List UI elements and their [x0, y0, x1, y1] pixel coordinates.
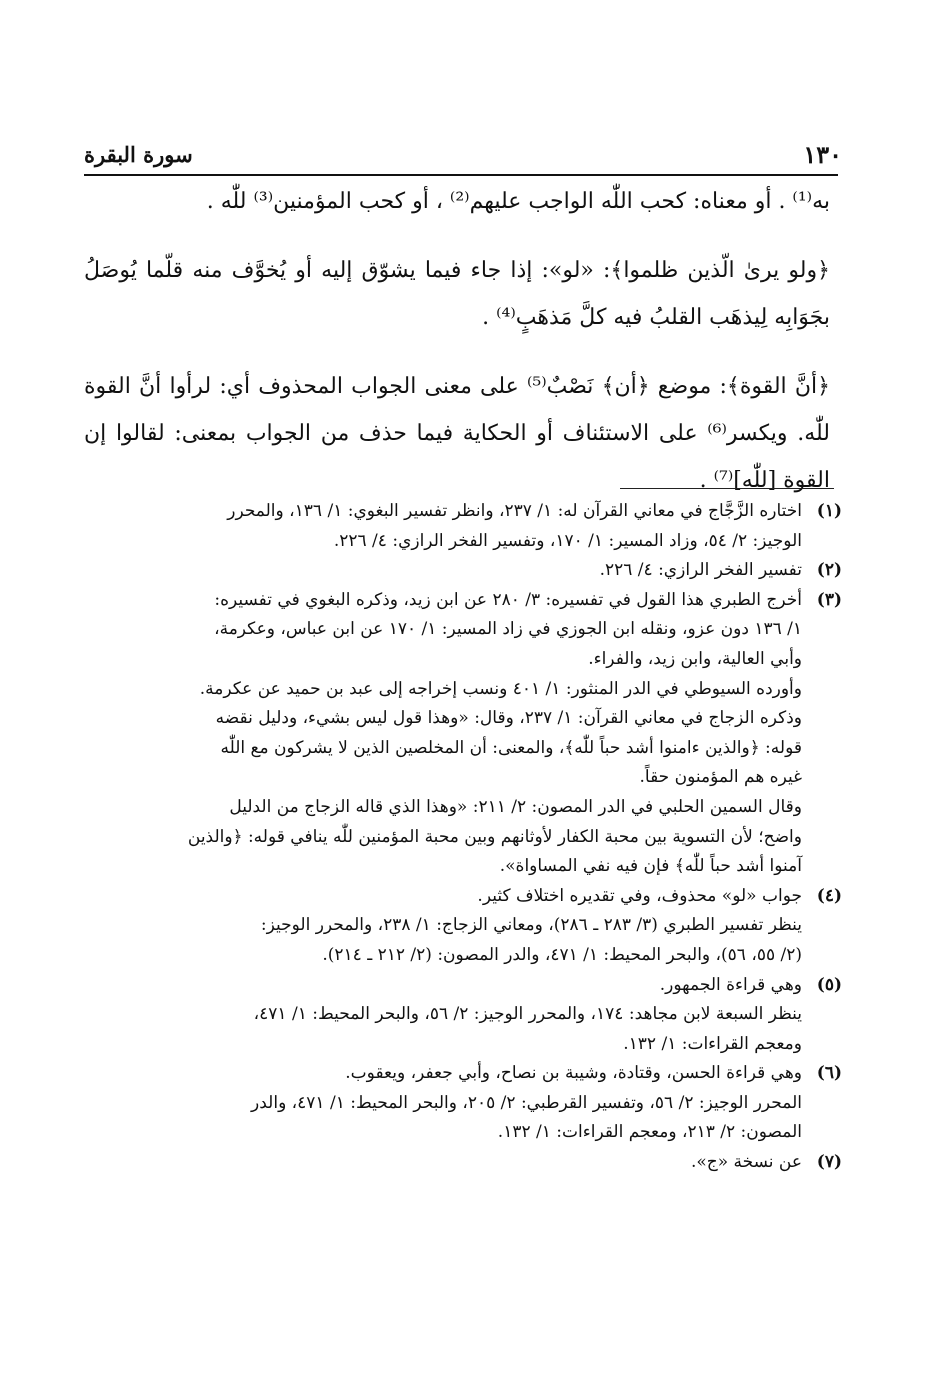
- footnote-1: [90, 497, 842, 556]
- footnote-line: ينظر السبعة لابن مجاهد: ١٧٤، والمحرر الوجيز: ٢/ ٥٦، والبحر المحيط: ١/ ٤٧١،: [253, 1004, 802, 1025]
- footnote-number: (٣): [816, 589, 842, 610]
- footnote-line: المصون: ٢/ ٢١٣، ومعجم القراءات: ١/ ١٣٢.: [497, 1122, 802, 1143]
- footnote-line: اختاره الزَّجَّاج في معاني القرآن له: ١/ ٢٣٧، وانظر تفسير البغوي: ١/ ١٣٦، والمحرر: [227, 501, 802, 521]
- footnote-line: وأورده السيوطي في الدر المنثور: ١/ ٤٠١ ونسب إخراجه إلى عبد بن حميد عن عكرمة.: [199, 678, 802, 699]
- footnote-divider: [620, 488, 834, 489]
- footnote-6: [90, 1059, 842, 1148]
- footnote-line: وهي قراءة الحسن، وقتادة، وشيبة بن نصاح، وأبي جعفر، ويعقوب.: [345, 1063, 802, 1084]
- main-text: [84, 176, 830, 504]
- footnote-line: وقال السمين الحلبي في الدر المصون: ٢/ ٢١١: «وهذا الذي قاله الزجاج من الدليل: [229, 796, 802, 817]
- footnote-line: وهي قراءة الجمهور.: [659, 974, 802, 995]
- footnote-number: (٤): [816, 885, 842, 906]
- footnote-line: وذكره الزجاج في معاني القرآن: ١/ ٢٣٧، وقال: «وهذا قول ليس بشيء، ودليل نقضه: [215, 708, 802, 729]
- page-number: ١٣٠: [803, 139, 842, 169]
- main-paragraph-1: به⁽¹⁾ . أو معناه: كحب اللّٰه الواجب عليهم⁽²⁾ ، أو كحب المؤمنين⁽³⁾ للّٰه .: [206, 189, 830, 214]
- footnote-number: (٢): [816, 560, 842, 581]
- main-paragraph-2: ﴿ولو يرىٰ الّذين ظلموا﴾: «لو»: إذا جاء فيما يشوّق إليه أو يُخوَّف منه قلّما يُوصَلُ بجَوَابِه لِيذهَب القلبُ فيه كلَّ مَذهَبٍ⁽⁴⁾ .: [84, 258, 830, 330]
- footnote-number: (١): [816, 501, 842, 521]
- footnote-line: غيره هم المؤمنون حقاً.: [639, 767, 802, 788]
- footnote-line: آمنوا أشد حباً للّٰه﴾ فإن فيه نفي المساواة».: [499, 856, 802, 877]
- footnote-line: قوله: ﴿والذين ءامنوا أشد حباً للّٰه﴾، والمعنى: أن المخلصين الذين لا يشركون مع اللّٰه: [220, 737, 802, 758]
- footnote-2: [90, 556, 842, 586]
- footnote-line: المحرر الوجيز: ٢/ ٥٦، وتفسير القرطبي: ٢/ ٢٠٥، والبحر المحيط: ١/ ٤٧١، والدر: [251, 1092, 802, 1113]
- footnote-line: واضح؛ لأن التسوية بين محبة الكفار لأوثانهم وبين محبة المؤمنين للّٰه ينافي قوله: ﴿والذين: [187, 826, 802, 847]
- footnote-7: [90, 1148, 842, 1178]
- footnote-3: [90, 586, 842, 882]
- footnote-line: عن نسخة «ج».: [690, 1152, 802, 1173]
- footnote-line: الوجيز: ٢/ ٥٤، وزاد المسير: ١/ ١٧٠، وتفسير الفخر الرازي: ٤/ ٢٢٦.: [333, 530, 802, 551]
- main-paragraph-3: ﴿أنَّ القوة﴾: موضع ﴿أن﴾ نَصْبٌ⁽⁵⁾ على معنى الجواب المحذوف أي: لرأوا أنَّ القوة للّٰه. ويكسر⁽⁶⁾ على الاستئناف أو الحكاية فيما حذف من الجواب بمعنى: لقالوا إن القوة [للّٰه]⁽⁷⁾ .: [84, 374, 830, 493]
- footnote-line: ١/ ١٣٦ دون عزو، ونقله ابن الجوزي في زاد المسير: ١/ ١٧٠ عن ابن عباس، وعكرمة،: [214, 619, 802, 640]
- footnote-line: أخرج الطبري هذا القول في تفسيره: ٣/ ٢٨٠ عن ابن زيد، وذكره البغوي في تفسيره:: [214, 589, 802, 610]
- footnote-line: (٢/ ٥٥، ٥٦)، والبحر المحيط: ١/ ٤٧١، والدر المصون: (٢/ ٢١٢ ـ ٢١٤).: [322, 944, 802, 965]
- footnote-line: جواب «لو» محذوف، وفي تقديره اختلاف كثير.: [477, 885, 802, 906]
- footnote-line: ومعجم القراءات: ١/ ١٣٢.: [623, 1033, 802, 1054]
- footnote-number: (٧): [816, 1152, 842, 1173]
- footnote-5: [90, 971, 842, 1060]
- footnote-line: تفسير الفخر الرازي: ٤/ ٢٢٦.: [599, 560, 802, 581]
- footnote-line: وأبي العالية، وابن زيد، والفراء.: [588, 648, 802, 669]
- footnote-line: ينظر تفسير الطبري (٣/ ٢٨٣ ـ ٢٨٦)، ومعاني الزجاج: ١/ ٢٣٨، والمحرر الوجيز:: [260, 915, 802, 936]
- chapter-title: سورة البقرة: [84, 141, 193, 167]
- footnote-number: (٦): [816, 1063, 842, 1084]
- footnote-number: (٥): [816, 974, 842, 995]
- page-header: [84, 136, 842, 172]
- footnote-4: [90, 882, 842, 971]
- footnotes: [90, 497, 842, 1178]
